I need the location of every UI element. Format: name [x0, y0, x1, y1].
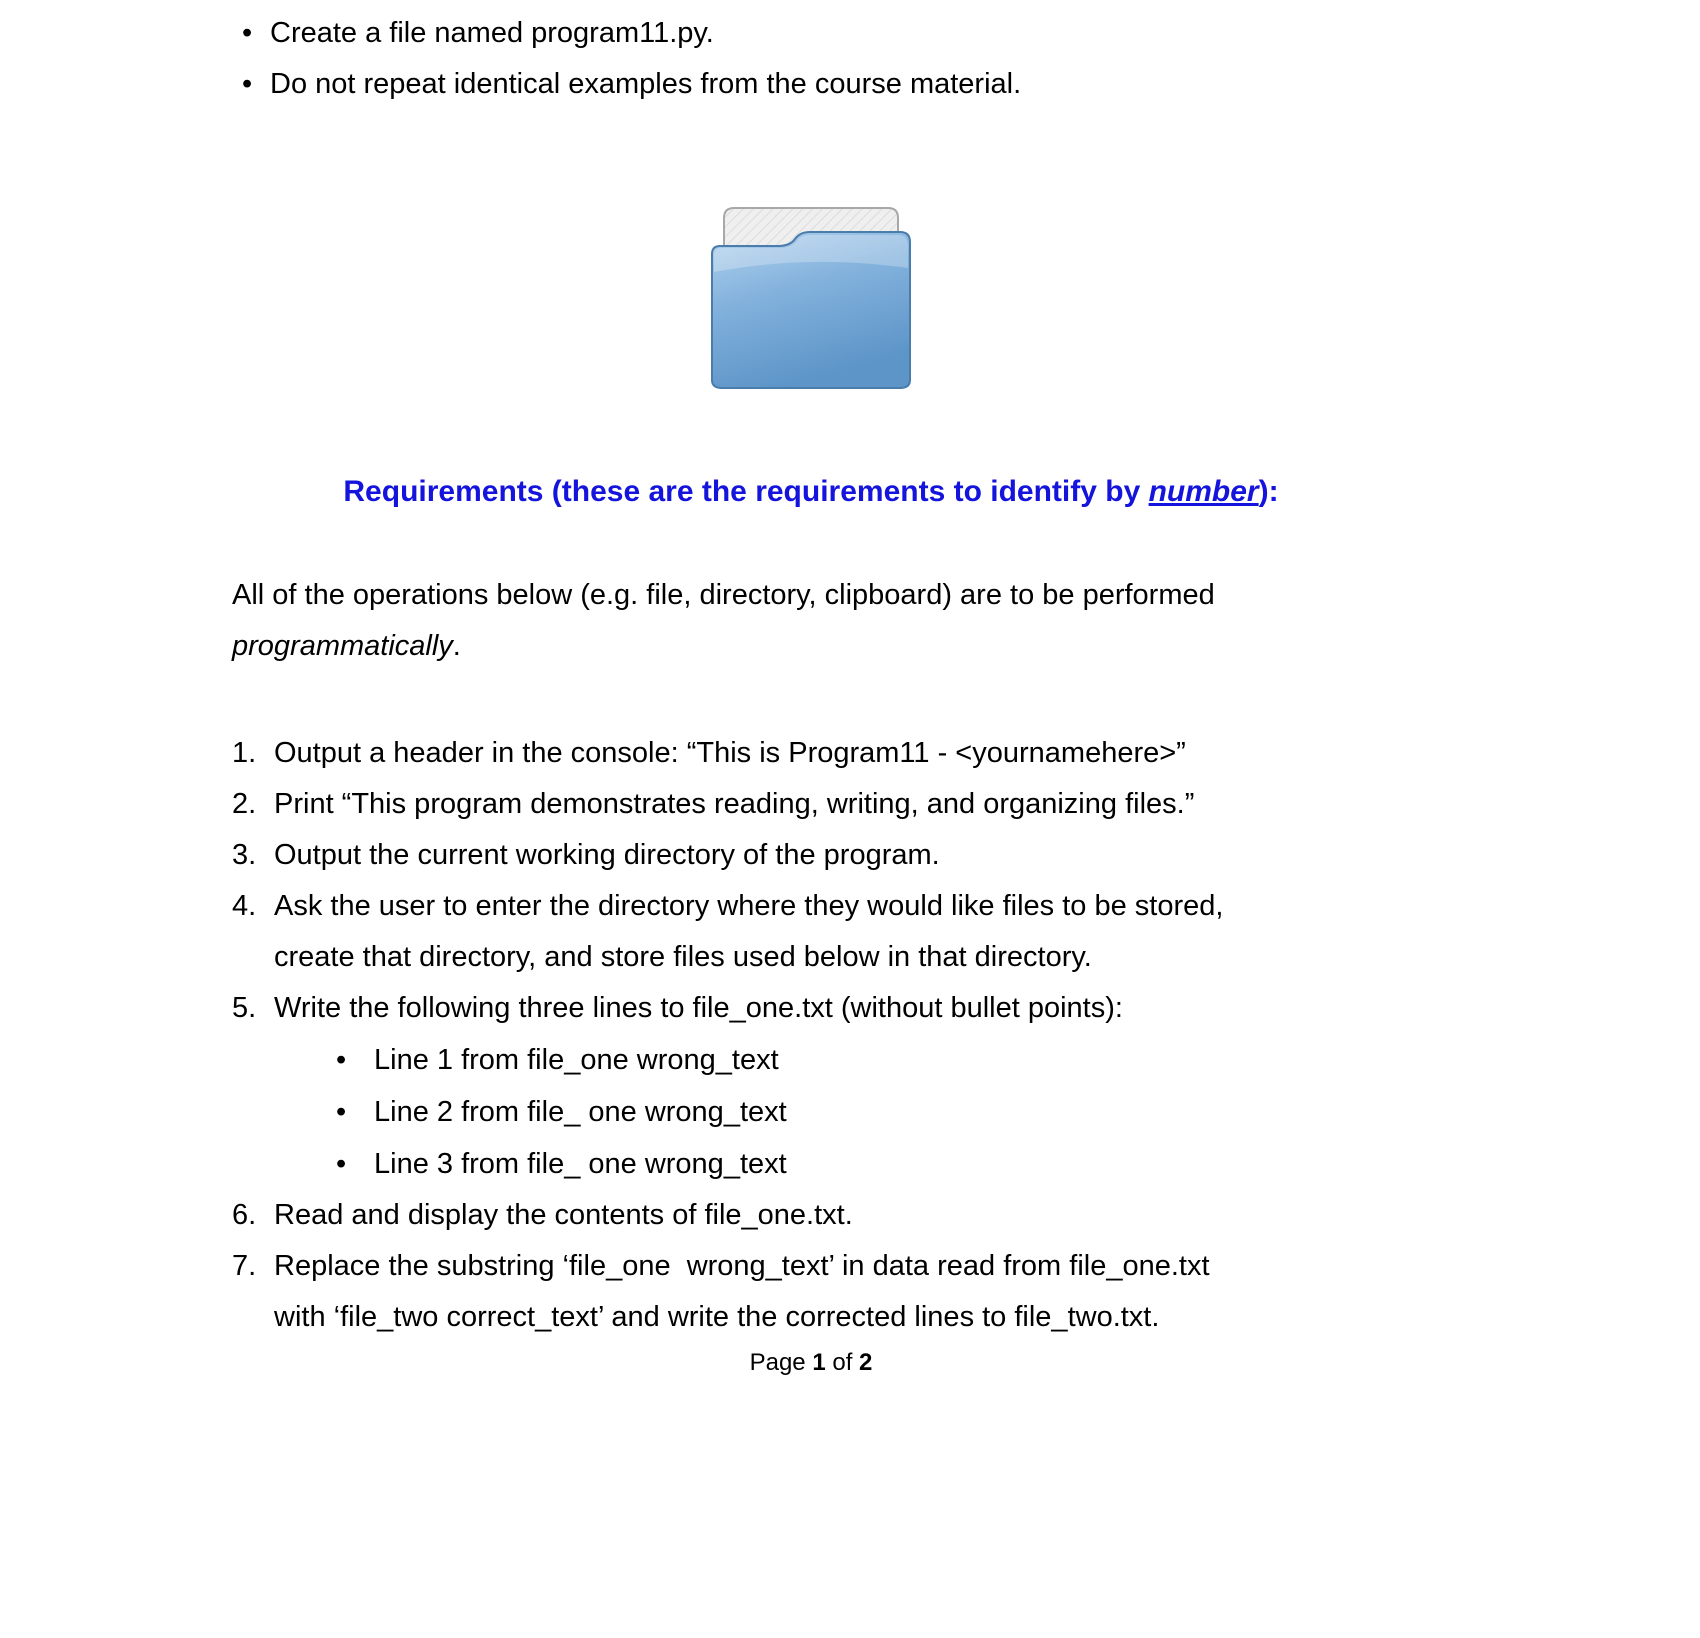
sub-bullet-item — [334, 1138, 1390, 1190]
requirement-text: Replace the substring ‘file_one wrong_text’ in data read from file_one.txt — [274, 1250, 1210, 1282]
bullet-text: Create a file named program11.py. — [270, 17, 714, 49]
heading-prefix: Requirements (these are the requirements to identify by — [343, 475, 1149, 508]
requirement-text: Output a header in the console: “This is Program11 - <yournamehere>” — [274, 737, 1186, 769]
item-number: 5. — [232, 992, 257, 1024]
item-number: 6. — [232, 1199, 257, 1231]
footer-label: Page — [749, 1349, 813, 1376]
heading-emphasis: number — [1148, 475, 1259, 508]
requirement-text: Print “This program demonstrates reading, writing, and organizing files.” — [274, 788, 1195, 820]
bullet-dot-icon: • — [242, 17, 253, 49]
requirement-item-1 — [232, 728, 1390, 779]
top-bullet-list — [232, 8, 1390, 110]
bullet-dot-icon: • — [336, 1096, 347, 1128]
sub-bullet-text: Line 1 from file_one wrong_text — [374, 1044, 779, 1076]
bullet-text: Do not repeat identical examples from the course material. — [270, 68, 1022, 100]
requirement-text: Ask the user to enter the directory where they would like files to be stored, — [274, 890, 1224, 922]
sub-bullet-list — [334, 1034, 1390, 1190]
requirement-item-5 — [232, 983, 1390, 1190]
bullet-dot-icon: • — [242, 68, 253, 100]
requirement-text: Read and display the contents of file_one.txt. — [274, 1199, 853, 1231]
footer-page-total: 2 — [859, 1349, 873, 1376]
requirement-text: with ‘file_two correct_text’ and write the corrected lines to file_two.txt. — [274, 1301, 1160, 1333]
requirement-item-2 — [232, 779, 1390, 830]
bullet-item — [232, 59, 1390, 110]
requirement-item-3 — [232, 830, 1390, 881]
requirement-item-4 — [232, 881, 1390, 983]
requirement-item-7 — [232, 1241, 1390, 1343]
item-number: 3. — [232, 839, 257, 871]
footer-page-number: 1 — [812, 1349, 826, 1376]
page-footer — [232, 1348, 1390, 1378]
item-number: 2. — [232, 788, 257, 820]
sub-bullet-item — [334, 1086, 1390, 1138]
requirements-list — [232, 728, 1390, 1343]
requirements-heading — [232, 472, 1390, 512]
bullet-dot-icon: • — [336, 1148, 347, 1180]
requirement-item-6 — [232, 1190, 1390, 1241]
folder-icon — [700, 202, 922, 390]
requirement-text: Output the current working directory of the program. — [274, 839, 940, 871]
item-number: 7. — [232, 1250, 257, 1282]
intro-paragraph — [232, 570, 1390, 672]
intro-period: . — [452, 630, 461, 662]
bullet-dot-icon: • — [336, 1044, 347, 1076]
intro-italic: programmatically — [232, 630, 453, 662]
bullet-item — [232, 8, 1390, 59]
requirement-text: Write the following three lines to file_one.txt (without bullet points): — [274, 992, 1123, 1024]
sub-bullet-item — [334, 1034, 1390, 1086]
intro-text: All of the operations below (e.g. file, directory, clipboard) are to be performed — [232, 579, 1223, 611]
item-number: 1. — [232, 737, 257, 769]
heading-suffix: ): — [1258, 475, 1279, 508]
footer-of: of — [825, 1349, 860, 1376]
folder-icon-container — [232, 202, 1390, 392]
item-number: 4. — [232, 890, 257, 922]
requirement-text: create that directory, and store files used below in that directory. — [274, 941, 1092, 973]
sub-bullet-text: Line 2 from file_ one wrong_text — [374, 1096, 787, 1128]
sub-bullet-text: Line 3 from file_ one wrong_text — [374, 1148, 787, 1180]
